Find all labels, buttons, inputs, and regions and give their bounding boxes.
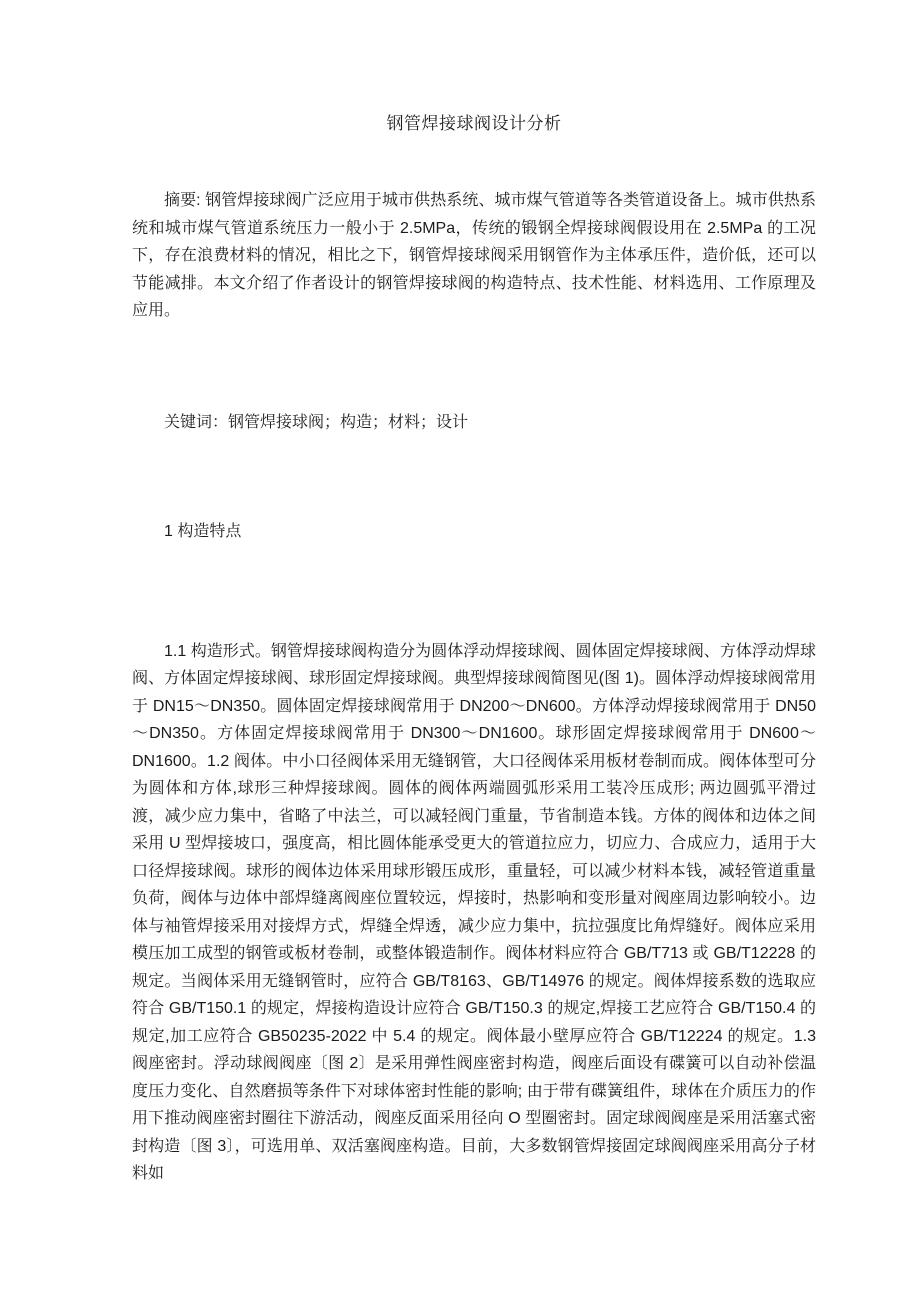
section-1-1-paragraph: 1.1 构造形式。钢管焊接球阀构造分为圆体浮动焊接球阀、圆体固定焊接球阀、方体浮动焊球阀、方体固定焊接球阀、球形固定焊接球阀。典型焊接球阀简图见(图 1)。圆体浮动焊接球阀常用于 DN15～DN350。圆体固定焊接球阀常用于 DN200～DN600。方体浮动焊接球阀常用于 DN50～DN350。方体固定焊接球阀常用于 DN300～DN1600。球形固定焊接球阀常用于 DN600～DN1600。1.2 阀体。中小口径阀体采用无缝钢管，大口径阀体采用板材卷制而成。阀体体型可分为圆体和方体,球形三种焊接球阀。圆体的阀体两端圆弧形采用工装冷压成形; 两边圆弧平滑过渡，减少应力集中，省略了中法兰，可以减轻阀门重量，节省制造本钱。方体的阀体和边体之间采用 U 型焊接坡口，强度高，相比圆体能承受更大的管道拉应力，切应力、合成应力，适用于大口径焊接球阀。球形的阀体边体采用球形锻压成形，重量轻，可以减少材料本钱，减轻管道重量负荷，阀体与边体中部焊缝离阀座位置较远，焊接时，热影响和变形量对阀座周边影响较小。边体与袖管焊接采用对接焊方式，焊缝全焊透，减少应力集中，抗拉强度比角焊缝好。阀体应采用模压加工成型的钢管或板材卷制，或整体锻造制作。阀体材料应符合 GB/T713 或 GB/T12228 的规定。当阀体采用无缝钢管时，应符合 GB/T8163、GB/T14976 的规定。阀体焊接系数的选取应符合 GB/T150.1 的规定，焊接构造设计应符合 GB/T150.3 的规定,焊接工艺应符合 GB/T150.4 的规定,加工应符合 GB50235-2022 中 5.4 的规定。阀体最小壁厚应符合 GB/T12224 的规定。1.3 阀座密封。浮动球阀阀座〔图 2〕是采用弹性阀座密封构造，阀座后面设有碟簧可以自动补偿温度压力变化、自然磨损等条件下对球体密封性能的影响; 由于带有碟簧组件，球体在介质压力的作用下推动阀座密封圈往下游活动，阀座反面采用径向 O 型圈密封。固定球阀阀座是采用活塞式密封构造〔图 3〕，可选用单、双活塞阀座构造。目前，大多数钢管焊接固定球阀阀座采用高分子材料如 bbox=[132, 642, 816, 1182]
section-1-heading: 1 构造特点 bbox=[164, 523, 242, 540]
abstract-paragraph: 摘要: 钢管焊接球阀广泛应用于城市供热系统、城市煤气管道等各类管道设备上。城市供热系统和城市煤气管道系统压力一般小于 2.5MPa，传统的锻钢全焊接球阀假设用在 2.5MPa 的工况下，存在浪费材料的情况，相比之下，钢管焊接球阀采用钢管作为主体承压件，造价低，还可以节能减排。本文介绍了作者设计的钢管焊接球阀的构造特点、技术性能、材料选用、工作原理及应用。 bbox=[132, 192, 816, 319]
document-content bbox=[132, 0, 816, 1188]
keywords-line: 关键词：钢管焊接球阀；构造；材料；设计 bbox=[164, 413, 469, 431]
document-title: 钢管焊接球阀设计分析 bbox=[386, 114, 562, 133]
